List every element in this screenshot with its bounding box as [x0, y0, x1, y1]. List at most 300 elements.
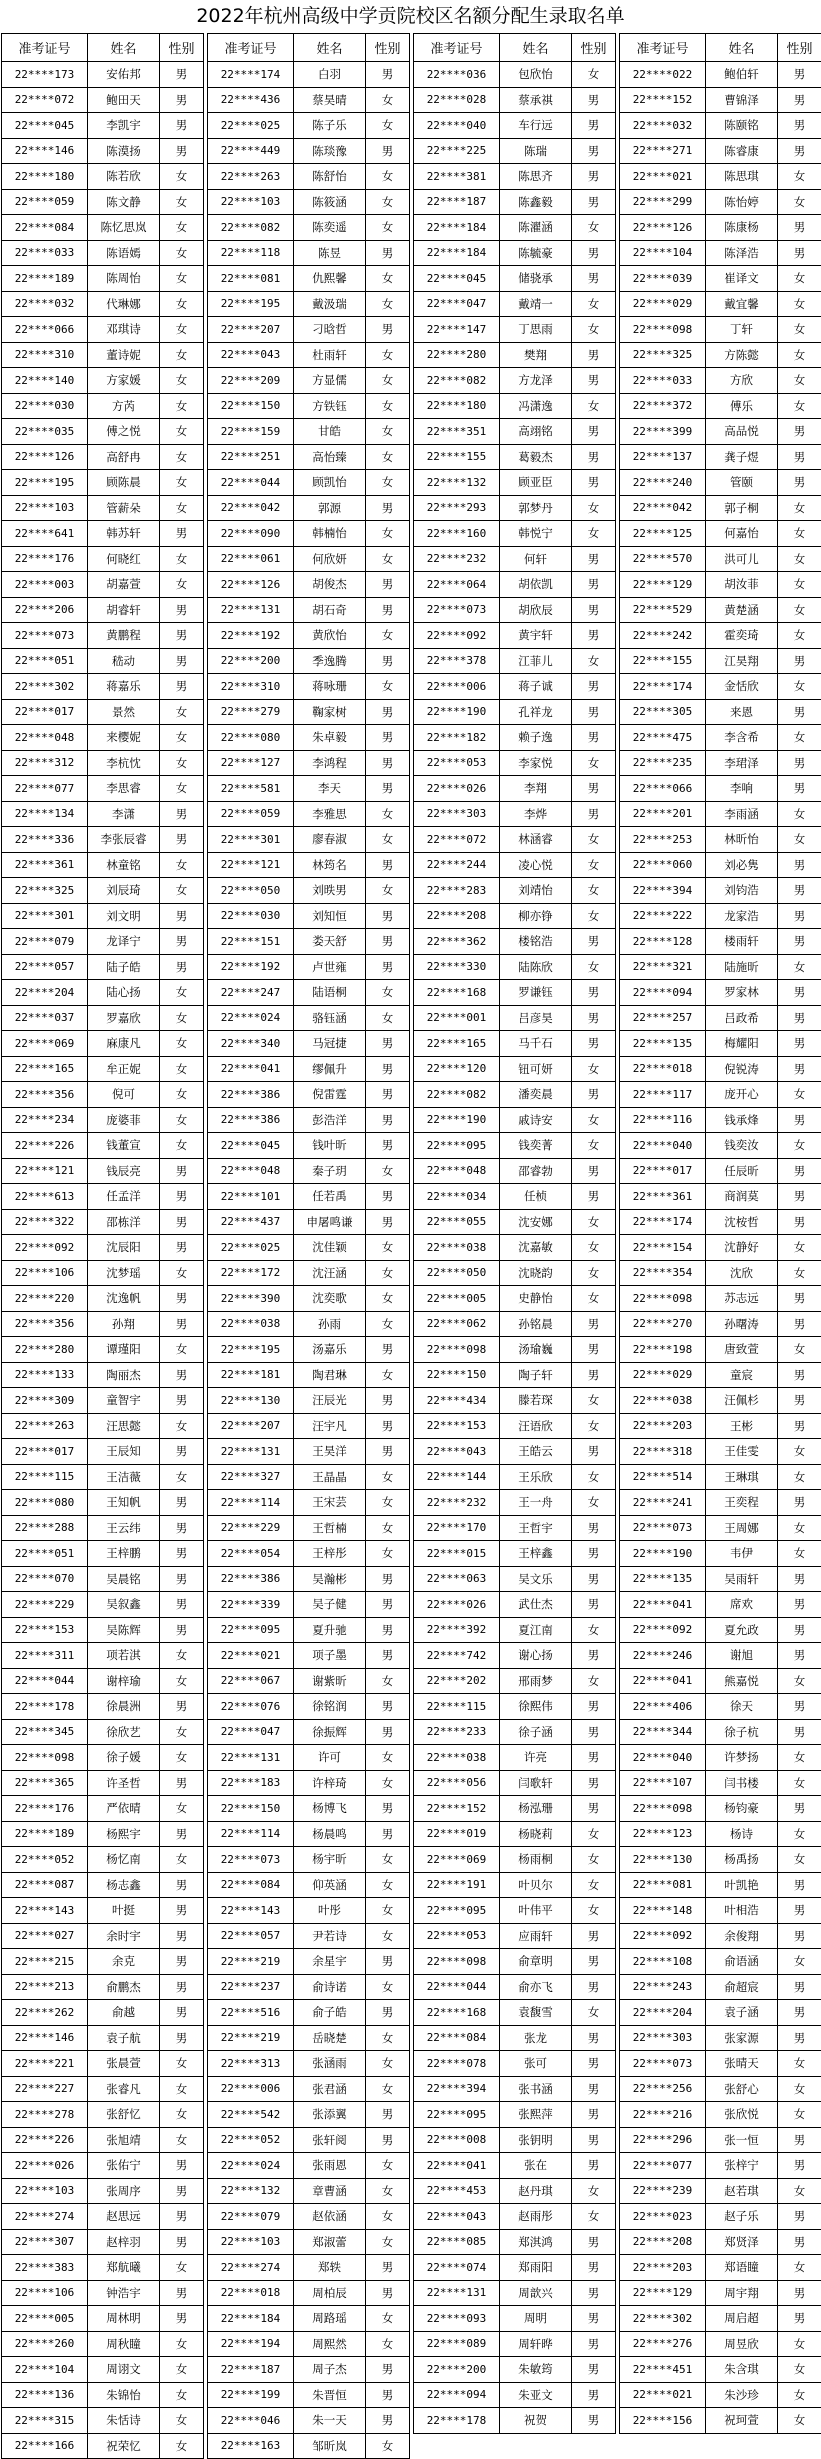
exam-id-cell: 22****271 — [620, 138, 706, 164]
gender-cell: 女 — [160, 572, 204, 598]
table-row — [2, 1847, 204, 1873]
gender-cell: 男 — [778, 878, 821, 904]
gender-cell: 女 — [778, 623, 821, 649]
table-row — [414, 1541, 616, 1567]
student-name-cell: 蒋咏珊 — [294, 674, 366, 700]
exam-id-cell: 22****062 — [414, 1311, 500, 1337]
gender-cell: 女 — [778, 1847, 821, 1873]
gender-cell: 女 — [160, 1107, 204, 1133]
exam-id-cell: 22****108 — [620, 1949, 706, 1975]
student-name-cell: 高品悦 — [706, 419, 778, 445]
header-exam-id: 准考证号 — [620, 34, 706, 62]
student-name-cell: 张佑宁 — [88, 2153, 160, 2179]
gender-cell: 男 — [572, 623, 616, 649]
table-row — [414, 929, 616, 955]
exam-id-cell: 22****064 — [414, 572, 500, 598]
exam-id-cell: 22****641 — [2, 521, 88, 547]
gender-cell: 男 — [572, 1362, 616, 1388]
student-name-cell: 陈康杨 — [706, 215, 778, 241]
table-row — [414, 2076, 616, 2102]
student-name-cell: 张轩阅 — [294, 2127, 366, 2153]
table-row — [2, 368, 204, 394]
student-name-cell: 赵若琪 — [706, 2178, 778, 2204]
exam-id-cell: 22****103 — [208, 2229, 294, 2255]
gender-cell: 男 — [778, 1107, 821, 1133]
student-name-cell: 管颐 — [706, 470, 778, 496]
student-name-cell: 李雨涵 — [706, 801, 778, 827]
gender-cell: 女 — [160, 1133, 204, 1159]
exam-id-cell: 22****153 — [2, 1617, 88, 1643]
table-row — [414, 2153, 616, 2179]
gender-cell: 男 — [778, 2153, 821, 2179]
exam-id-cell: 22****103 — [2, 2178, 88, 2204]
exam-id-cell: 22****200 — [208, 648, 294, 674]
exam-id-cell: 22****081 — [620, 1872, 706, 1898]
exam-id-cell: 22****243 — [620, 1974, 706, 2000]
exam-id-cell: 22****132 — [414, 470, 500, 496]
table-row — [208, 2204, 410, 2230]
gender-cell: 女 — [778, 266, 821, 292]
gender-cell: 男 — [778, 1617, 821, 1643]
table-row — [2, 1235, 204, 1261]
gender-cell: 女 — [160, 2255, 204, 2281]
gender-cell: 男 — [778, 215, 821, 241]
gender-cell: 男 — [366, 2357, 410, 2383]
exam-id-cell: 22****147 — [414, 317, 500, 343]
student-name-cell: 鲍伯轩 — [706, 62, 778, 88]
table-row — [620, 546, 821, 572]
exam-id-cell: 22****042 — [208, 495, 294, 521]
exam-id-cell: 22****092 — [2, 1235, 88, 1261]
exam-id-cell: 22****030 — [2, 393, 88, 419]
table-row — [208, 2102, 410, 2128]
gender-cell: 女 — [572, 2204, 616, 2230]
student-name-cell: 郑淑蕾 — [294, 2229, 366, 2255]
exam-id-cell: 22****079 — [2, 929, 88, 955]
table-row — [620, 495, 821, 521]
student-name-cell: 牟正妮 — [88, 1056, 160, 1082]
table-row — [414, 2051, 616, 2077]
student-name-cell: 谢梓瑜 — [88, 1668, 160, 1694]
gender-cell: 女 — [778, 342, 821, 368]
exam-id-cell: 22****055 — [414, 1209, 500, 1235]
gender-cell: 男 — [778, 1923, 821, 1949]
exam-id-cell: 22****057 — [2, 954, 88, 980]
gender-cell: 女 — [160, 393, 204, 419]
student-name-cell: 郭梦丹 — [500, 495, 572, 521]
student-name-cell: 赵雨彤 — [500, 2204, 572, 2230]
table-row — [2, 1898, 204, 1924]
student-name-cell: 孙翔 — [88, 1311, 160, 1337]
table-row — [620, 342, 821, 368]
table-row — [2, 2306, 204, 2332]
gender-cell: 女 — [366, 2433, 410, 2459]
exam-id-cell: 22****148 — [620, 1898, 706, 1924]
table-row — [620, 1821, 821, 1847]
exam-id-cell: 22****453 — [414, 2178, 500, 2204]
gender-cell: 男 — [572, 2306, 616, 2332]
gender-cell: 女 — [366, 1872, 410, 1898]
exam-id-cell: 22****017 — [2, 699, 88, 725]
gender-cell: 女 — [572, 1464, 616, 1490]
exam-id-cell: 22****449 — [208, 138, 294, 164]
exam-id-cell: 22****067 — [208, 1668, 294, 1694]
table-row — [208, 903, 410, 929]
exam-id-cell: 22****017 — [2, 1439, 88, 1465]
table-row — [620, 470, 821, 496]
gender-cell: 女 — [366, 2204, 410, 2230]
gender-cell: 女 — [778, 827, 821, 853]
exam-id-cell: 22****202 — [414, 1668, 500, 1694]
student-name-cell: 黄宇轩 — [500, 623, 572, 649]
student-name-cell: 陈昱 — [294, 240, 366, 266]
gender-cell: 女 — [572, 393, 616, 419]
table-row — [414, 572, 616, 598]
table-row — [414, 1413, 616, 1439]
table-row — [2, 470, 204, 496]
student-name-cell: 李含希 — [706, 725, 778, 751]
gender-cell: 女 — [572, 317, 616, 343]
student-name-cell: 季逸腾 — [294, 648, 366, 674]
table-row — [620, 317, 821, 343]
gender-cell: 女 — [160, 1337, 204, 1363]
gender-cell: 女 — [572, 1668, 616, 1694]
student-name-cell: 张君涵 — [294, 2076, 366, 2102]
table-row — [208, 1617, 410, 1643]
table-row — [620, 699, 821, 725]
exam-id-cell: 22****244 — [414, 852, 500, 878]
exam-id-cell: 22****066 — [2, 317, 88, 343]
table-row — [414, 801, 616, 827]
exam-id-cell: 22****201 — [620, 801, 706, 827]
exam-id-cell: 22****120 — [414, 1056, 500, 1082]
table-row — [414, 393, 616, 419]
gender-cell: 女 — [778, 801, 821, 827]
exam-id-cell: 22****221 — [2, 2051, 88, 2077]
student-name-cell: 张在 — [500, 2153, 572, 2179]
table-row — [208, 2408, 410, 2434]
exam-id-cell: 22****176 — [2, 546, 88, 572]
table-row — [2, 2357, 204, 2383]
student-name-cell: 孙铭晨 — [500, 1311, 572, 1337]
table-row — [2, 393, 204, 419]
student-name-cell: 张旭靖 — [88, 2127, 160, 2153]
student-name-cell: 俞超宸 — [706, 1974, 778, 2000]
gender-cell: 女 — [778, 368, 821, 394]
exam-id-cell: 22****195 — [2, 470, 88, 496]
table-row — [620, 419, 821, 445]
exam-id-cell: 22****278 — [2, 2102, 88, 2128]
table-row — [208, 1898, 410, 1924]
table-row — [414, 240, 616, 266]
exam-id-cell: 22****372 — [620, 393, 706, 419]
gender-cell: 男 — [366, 1796, 410, 1822]
table-row — [620, 138, 821, 164]
table-row — [208, 1158, 410, 1184]
gender-cell: 男 — [572, 164, 616, 190]
student-name-cell: 任若禹 — [294, 1184, 366, 1210]
gender-cell: 女 — [366, 215, 410, 241]
table-row — [414, 1643, 616, 1669]
table-row — [414, 495, 616, 521]
student-name-cell: 陈瑞 — [500, 138, 572, 164]
exam-id-cell: 22****078 — [414, 2051, 500, 2077]
student-name-cell: 洪可儿 — [706, 546, 778, 572]
table-row — [414, 1235, 616, 1261]
exam-id-cell: 22****192 — [208, 623, 294, 649]
exam-id-cell: 22****322 — [2, 1209, 88, 1235]
table-row — [414, 1694, 616, 1720]
exam-id-cell: 22****206 — [2, 597, 88, 623]
table-row — [620, 1362, 821, 1388]
gender-cell: 男 — [778, 2127, 821, 2153]
student-name-cell: 许亮 — [500, 1745, 572, 1771]
student-name-cell: 储骁承 — [500, 266, 572, 292]
gender-cell: 男 — [160, 1515, 204, 1541]
table-row — [620, 215, 821, 241]
gender-cell: 男 — [778, 1796, 821, 1822]
gender-cell: 女 — [366, 1898, 410, 1924]
table-row — [2, 1209, 204, 1235]
student-name-cell: 陈忆思岚 — [88, 215, 160, 241]
gender-cell: 男 — [366, 240, 410, 266]
table-row — [414, 1031, 616, 1057]
gender-cell: 女 — [160, 699, 204, 725]
exam-id-cell: 22****131 — [414, 2280, 500, 2306]
table-row — [2, 852, 204, 878]
exam-id-cell: 22****061 — [208, 546, 294, 572]
gender-cell: 女 — [160, 1796, 204, 1822]
student-name-cell: 俞亦飞 — [500, 1974, 572, 2000]
exam-id-cell: 22****057 — [208, 1923, 294, 1949]
table-row — [2, 2051, 204, 2077]
gender-cell: 女 — [366, 1464, 410, 1490]
exam-id-cell: 22****394 — [414, 2076, 500, 2102]
student-name-cell: 张添翼 — [294, 2102, 366, 2128]
student-name-cell: 杨诗 — [706, 1821, 778, 1847]
gender-cell: 女 — [366, 444, 410, 470]
gender-cell: 男 — [572, 1745, 616, 1771]
exam-id-cell: 22****325 — [2, 878, 88, 904]
student-name-cell: 龚子煜 — [706, 444, 778, 470]
exam-id-cell: 22****098 — [620, 1286, 706, 1312]
page-title: 2022年杭州高级中学贡院校区名额分配生录取名单 — [0, 0, 821, 33]
table-row — [208, 2433, 410, 2459]
student-name-cell: 缪佩升 — [294, 1056, 366, 1082]
student-name-cell: 钱董宣 — [88, 1133, 160, 1159]
gender-cell: 女 — [572, 1898, 616, 1924]
student-name-cell: 李家悦 — [500, 750, 572, 776]
student-name-cell: 刘知恒 — [294, 903, 366, 929]
table-row — [2, 1566, 204, 1592]
student-name-cell: 叶伟平 — [500, 1898, 572, 1924]
exam-id-cell: 22****742 — [414, 1643, 500, 1669]
exam-id-cell: 22****156 — [620, 2408, 706, 2434]
student-name-cell: 朱含琪 — [706, 2357, 778, 2383]
exam-id-cell: 22****178 — [2, 1694, 88, 1720]
student-name-cell: 傅之悦 — [88, 419, 160, 445]
gender-cell: 女 — [572, 1872, 616, 1898]
student-name-cell: 林涵睿 — [500, 827, 572, 853]
exam-id-cell: 22****312 — [2, 750, 88, 776]
exam-id-cell: 22****234 — [2, 1107, 88, 1133]
gender-cell: 男 — [572, 2127, 616, 2153]
admission-list — [0, 33, 821, 2418]
header-name: 姓名 — [500, 34, 572, 62]
gender-cell: 男 — [366, 1949, 410, 1975]
table-row — [208, 521, 410, 547]
table-row — [208, 572, 410, 598]
table-row — [208, 1005, 410, 1031]
exam-id-cell: 22****229 — [2, 1592, 88, 1618]
gender-cell: 男 — [778, 2229, 821, 2255]
table-row — [414, 852, 616, 878]
table-row — [620, 827, 821, 853]
student-name-cell: 夏升驰 — [294, 1617, 366, 1643]
table-row — [620, 1209, 821, 1235]
student-name-cell: 戴宜馨 — [706, 291, 778, 317]
exam-id-cell: 22****190 — [414, 1107, 500, 1133]
table-row — [208, 138, 410, 164]
student-name-cell: 王云纬 — [88, 1515, 160, 1541]
exam-id-cell: 22****434 — [414, 1388, 500, 1414]
gender-cell: 男 — [572, 2331, 616, 2357]
table-row — [208, 801, 410, 827]
table-row — [2, 521, 204, 547]
student-name-cell: 闫书楼 — [706, 1770, 778, 1796]
exam-id-cell: 22****242 — [620, 623, 706, 649]
exam-id-cell: 22****092 — [620, 1617, 706, 1643]
student-name-cell: 张可 — [500, 2051, 572, 2077]
student-name-cell: 来樱妮 — [88, 725, 160, 751]
exam-id-cell: 22****213 — [2, 1974, 88, 2000]
exam-id-cell: 22****047 — [414, 291, 500, 317]
student-name-cell: 胡依凯 — [500, 572, 572, 598]
exam-id-cell: 22****232 — [414, 546, 500, 572]
gender-cell: 男 — [572, 342, 616, 368]
gender-cell: 女 — [366, 2178, 410, 2204]
gender-cell: 男 — [572, 1949, 616, 1975]
table-row — [414, 317, 616, 343]
gender-cell: 女 — [572, 1260, 616, 1286]
exam-id-cell: 22****029 — [620, 1362, 706, 1388]
gender-cell: 女 — [572, 750, 616, 776]
student-name-cell: 王昊洋 — [294, 1439, 366, 1465]
gender-cell: 女 — [160, 980, 204, 1006]
exam-id-cell: 22****336 — [2, 827, 88, 853]
exam-id-cell: 22****351 — [414, 419, 500, 445]
table-row — [208, 878, 410, 904]
student-name-cell: 刘必隽 — [706, 852, 778, 878]
gender-cell: 女 — [160, 2382, 204, 2408]
table-row — [620, 1643, 821, 1669]
table-row — [2, 1388, 204, 1414]
gender-cell: 男 — [778, 1184, 821, 1210]
gender-cell: 女 — [778, 393, 821, 419]
student-name-cell: 金恬欣 — [706, 674, 778, 700]
table-row — [414, 1770, 616, 1796]
table-row — [208, 1566, 410, 1592]
gender-cell: 男 — [572, 2025, 616, 2051]
student-name-cell: 柳亦铮 — [500, 903, 572, 929]
exam-id-cell: 22****131 — [208, 597, 294, 623]
student-name-cell: 嵇动 — [88, 648, 160, 674]
student-name-cell: 陆心扬 — [88, 980, 160, 1006]
exam-id-cell: 22****041 — [620, 1592, 706, 1618]
student-name-cell: 许梓琦 — [294, 1770, 366, 1796]
student-name-cell: 邢雨梦 — [500, 1668, 572, 1694]
exam-id-cell: 22****073 — [620, 1515, 706, 1541]
gender-cell: 男 — [778, 1158, 821, 1184]
exam-id-cell: 22****152 — [620, 87, 706, 113]
gender-cell: 男 — [366, 1592, 410, 1618]
exam-id-cell: 22****131 — [208, 1439, 294, 1465]
table-row — [208, 1107, 410, 1133]
student-name-cell: 沈欣 — [706, 1260, 778, 1286]
student-name-cell: 高怡臻 — [294, 444, 366, 470]
student-name-cell: 何欣妍 — [294, 546, 366, 572]
gender-cell: 男 — [778, 1719, 821, 1745]
exam-id-cell: 22****225 — [414, 138, 500, 164]
student-name-cell: 王宋芸 — [294, 1490, 366, 1516]
exam-id-cell: 22****037 — [2, 1005, 88, 1031]
exam-id-cell: 22****059 — [2, 189, 88, 215]
exam-id-cell: 22****516 — [208, 2000, 294, 2026]
gender-cell: 男 — [572, 2255, 616, 2281]
table-row — [208, 164, 410, 190]
student-name-cell: 夏允政 — [706, 1617, 778, 1643]
exam-id-cell: 22****042 — [620, 495, 706, 521]
exam-id-cell: 22****001 — [414, 1005, 500, 1031]
table-row — [2, 648, 204, 674]
student-name-cell: 赵依涵 — [294, 2204, 366, 2230]
gender-cell: 男 — [160, 2204, 204, 2230]
gender-cell: 男 — [778, 444, 821, 470]
table-row — [2, 1745, 204, 1771]
gender-cell: 女 — [366, 1005, 410, 1031]
student-name-cell: 樊翔 — [500, 342, 572, 368]
table-row — [2, 750, 204, 776]
student-name-cell: 赖子逸 — [500, 725, 572, 751]
exam-id-cell: 22****207 — [208, 317, 294, 343]
gender-cell: 男 — [778, 62, 821, 88]
table-row — [208, 2127, 410, 2153]
gender-cell: 女 — [778, 1541, 821, 1567]
gender-cell: 男 — [572, 444, 616, 470]
table-row — [620, 1694, 821, 1720]
table-row — [620, 1184, 821, 1210]
gender-cell: 女 — [778, 2076, 821, 2102]
student-name-cell: 徐欣艺 — [88, 1719, 160, 1745]
table-row — [2, 827, 204, 853]
gender-cell: 男 — [778, 2306, 821, 2332]
exam-id-cell: 22****095 — [414, 1133, 500, 1159]
gender-cell: 男 — [572, 240, 616, 266]
gender-cell: 女 — [160, 2357, 204, 2383]
table-row — [414, 2178, 616, 2204]
exam-id-cell: 22****133 — [2, 1362, 88, 1388]
table-header-row — [208, 34, 410, 62]
student-name-cell: 李杭忱 — [88, 750, 160, 776]
table-row — [620, 2408, 821, 2434]
student-name-cell: 陈鑫毅 — [500, 189, 572, 215]
gender-cell: 男 — [366, 1439, 410, 1465]
table-row — [2, 1413, 204, 1439]
header-gender: 性别 — [160, 34, 204, 62]
student-name-cell: 汤瑜巍 — [500, 1337, 572, 1363]
exam-id-cell: 22****340 — [208, 1031, 294, 1057]
exam-id-cell: 22****154 — [620, 1235, 706, 1261]
